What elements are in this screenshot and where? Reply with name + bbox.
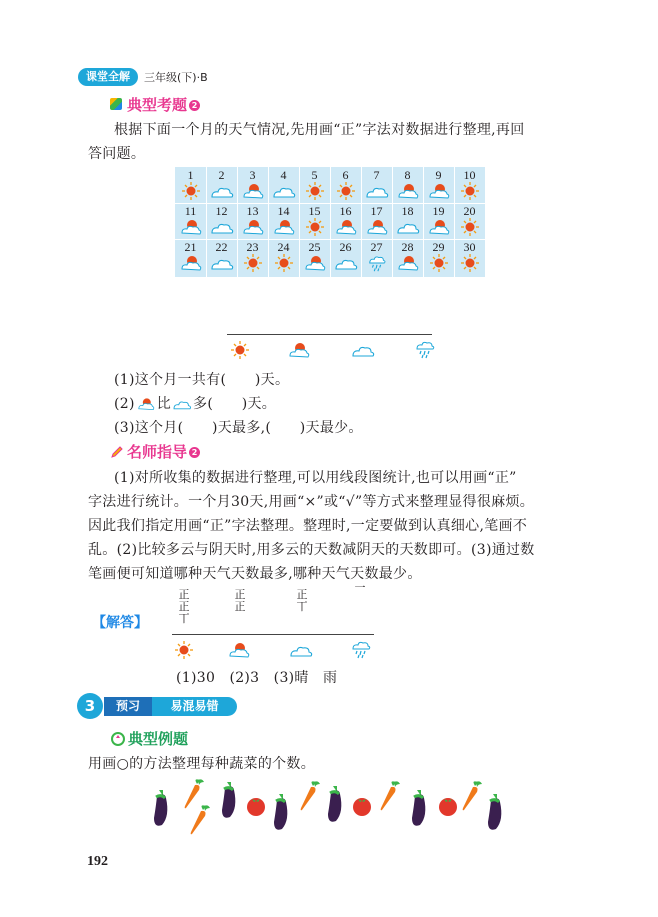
day-number: 13 <box>246 204 259 218</box>
grade-label: 三年级(下)·B <box>144 71 208 84</box>
eggplant-icon <box>218 780 240 824</box>
answer-label: 【解答】 <box>92 615 148 631</box>
cloud-icon <box>332 253 360 273</box>
day-number: 24 <box>277 240 290 254</box>
cloud-icon <box>363 181 391 201</box>
partly-cloudy-icon <box>226 640 252 660</box>
question-1: (1)这个月一共有( )天。 <box>114 372 290 388</box>
question-2-mid: 比 <box>156 396 172 412</box>
day-number: 8 <box>404 168 411 182</box>
question-line-2: 答问题。 <box>88 146 146 162</box>
partly-cloudy-icon <box>135 396 157 412</box>
tally-mark: 正 <box>178 588 190 601</box>
question-tally-axis <box>227 334 432 335</box>
answer-result: (1)30 (2)3 (3)晴 雨 <box>176 670 338 686</box>
eggplant-icon <box>408 788 430 832</box>
vegetable-row <box>148 776 508 836</box>
grid-line <box>268 167 269 277</box>
question-2 <box>114 392 276 416</box>
tally-mark: 正 <box>234 600 246 613</box>
sun-icon <box>239 253 267 273</box>
partly-cloudy-icon <box>394 181 422 201</box>
day-number: 2 <box>218 168 225 182</box>
rain-icon <box>414 338 436 360</box>
day-number: 19 <box>432 204 445 218</box>
grid-line <box>299 167 300 277</box>
answer-tally-axis <box>172 634 374 635</box>
day-number: 14 <box>277 204 290 218</box>
partly-cloudy-icon <box>394 253 422 273</box>
day-number: 25 <box>308 240 321 254</box>
sun-icon <box>332 181 360 201</box>
eggplant-icon <box>150 788 172 832</box>
day-number: 18 <box>401 204 414 218</box>
grid-line <box>206 167 207 277</box>
tally-rain <box>352 582 368 594</box>
guidance-line-4: 乱。(2)比较多云与阴天时,用多云的天数减阴天的天数即可。(3)通过数 <box>88 542 535 558</box>
guidance-line-5: 笔画便可知道哪种天气天数最多,哪种天气天数最少。 <box>88 566 422 582</box>
grid-line <box>330 167 331 277</box>
tally-cloud <box>294 589 310 613</box>
question-line-1: 根据下面一个月的天气情况,先用画“正”字法对数据进行整理,再回 <box>114 122 525 138</box>
carrot-icon <box>298 780 322 816</box>
day-number: 3 <box>249 168 256 182</box>
carrot-icon <box>188 804 212 840</box>
sun-icon <box>456 253 484 273</box>
day-number: 23 <box>246 240 259 254</box>
partly-cloudy-icon <box>425 181 453 201</box>
pen-icon <box>110 444 124 458</box>
sun-icon <box>172 640 196 660</box>
day-number: 22 <box>215 240 228 254</box>
tomato-icon <box>436 794 460 822</box>
typical-exam-title-text: 典型考题 <box>127 96 188 114</box>
day-number: 7 <box>373 168 380 182</box>
rain-icon <box>363 253 391 273</box>
partly-cloudy-icon <box>332 217 360 237</box>
brand-badge: 课堂全解 <box>78 68 138 86</box>
day-number: 4 <box>280 168 287 182</box>
day-number: 5 <box>311 168 318 182</box>
weather-grid <box>175 167 485 277</box>
cloud-icon <box>208 253 236 273</box>
badge-two-icon: 2 <box>189 100 200 111</box>
day-number: 20 <box>463 204 476 218</box>
day-number: 17 <box>370 204 383 218</box>
section-number: 3 <box>77 693 103 719</box>
cloud-icon <box>270 181 298 201</box>
partly-cloudy-icon <box>239 217 267 237</box>
example-question: 用画○的方法整理每种蔬菜的个数。 <box>88 756 316 772</box>
day-number: 12 <box>215 204 228 218</box>
sun-icon <box>425 253 453 273</box>
partly-cloudy-icon <box>177 217 205 237</box>
sun-icon <box>270 253 298 273</box>
typical-example-title: 典型例题 <box>128 730 189 748</box>
sun-icon <box>456 217 484 237</box>
guidance-line-3: 因此我们指定用画“正”字法整理。整理时,一定要做到认真细心,笔画不 <box>88 518 528 534</box>
tally-mark: 正 <box>178 600 190 613</box>
grid-line <box>175 203 485 204</box>
cloud-icon <box>350 340 376 360</box>
preview-label: 预习 <box>104 697 152 716</box>
page-number: 192 <box>87 854 108 869</box>
day-number: 26 <box>339 240 352 254</box>
day-number: 11 <box>184 204 197 218</box>
sun-icon <box>301 217 329 237</box>
question-2-prefix: (2) <box>114 396 135 412</box>
day-number: 9 <box>435 168 442 182</box>
cloud-icon <box>171 396 193 412</box>
partly-cloudy-icon <box>270 217 298 237</box>
day-number: 15 <box>308 204 321 218</box>
grid-line <box>361 167 362 277</box>
grid-line <box>454 167 455 277</box>
day-number: 1 <box>187 168 194 182</box>
tally-mark: 一 <box>354 581 366 594</box>
partly-cloudy-icon <box>425 217 453 237</box>
tally-mark: 正 <box>296 588 308 601</box>
tally-mark: 丅 <box>178 612 190 625</box>
day-number: 30 <box>463 240 476 254</box>
rain-icon <box>350 638 372 660</box>
carrot-icon <box>460 780 484 816</box>
day-number: 10 <box>463 168 476 182</box>
sun-icon <box>456 181 484 201</box>
question-2-suffix: 多( )天。 <box>193 396 277 412</box>
day-number: 28 <box>401 240 414 254</box>
tally-partly <box>232 589 248 613</box>
cloud-icon <box>208 181 236 201</box>
cloud-icon <box>208 217 236 237</box>
day-number: 16 <box>339 204 352 218</box>
grid-line <box>423 167 424 277</box>
confusion-label: 易混易错 <box>152 697 237 716</box>
guidance-line-2: 字法进行统计。一个月30天,用画“×”或“√”等方式来整理显得很麻烦。 <box>88 494 535 510</box>
badge-two-icon: 2 <box>189 447 200 458</box>
cube-icon <box>110 98 122 110</box>
sun-icon <box>228 340 252 360</box>
sun-icon <box>301 181 329 201</box>
guidance-line-1: (1)对所收集的数据进行整理,可以用线段图统计,也可以用画“正” <box>114 470 517 486</box>
day-number: 6 <box>342 168 349 182</box>
day-number: 21 <box>184 240 197 254</box>
question-3: (3)这个月( )天最多,( )天最少。 <box>114 420 363 436</box>
day-number: 29 <box>432 240 445 254</box>
partly-cloudy-icon <box>363 217 391 237</box>
tomato-icon <box>244 794 268 822</box>
cloud-icon <box>394 217 422 237</box>
tally-mark: 丅 <box>296 600 308 613</box>
grid-line <box>392 167 393 277</box>
day-number: 27 <box>370 240 383 254</box>
tomato-icon <box>350 794 374 822</box>
partly-cloudy-icon <box>239 181 267 201</box>
teacher-guidance-title-text: 名师指导 <box>127 443 188 461</box>
eggplant-icon <box>324 784 346 828</box>
tally-sun <box>176 589 192 625</box>
typical-exam-title <box>127 94 200 115</box>
grid-line <box>175 239 485 240</box>
cloud-icon <box>288 640 314 660</box>
carrot-icon <box>378 780 402 816</box>
grid-line <box>237 167 238 277</box>
partly-cloudy-icon <box>301 253 329 273</box>
eggplant-icon <box>270 792 292 836</box>
teacher-guidance-title <box>127 441 200 462</box>
eggplant-icon <box>484 792 506 836</box>
recycle-icon <box>111 731 125 745</box>
tally-mark: 正 <box>234 588 246 601</box>
partly-cloudy-icon <box>286 340 312 360</box>
partly-cloudy-icon <box>177 253 205 273</box>
sun-icon <box>177 181 205 201</box>
